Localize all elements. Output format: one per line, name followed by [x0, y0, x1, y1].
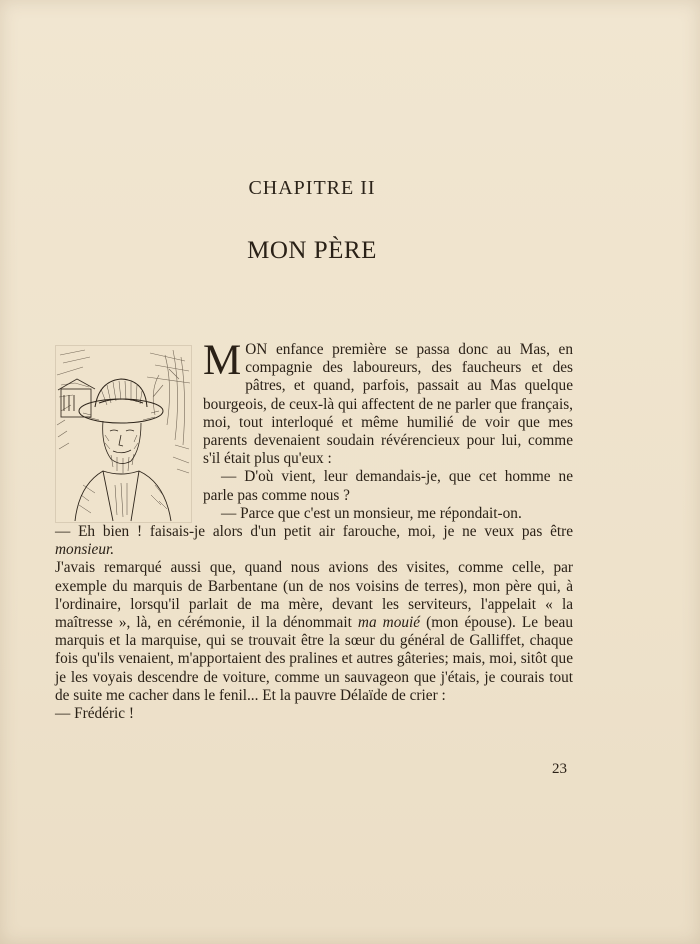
paragraph-retort — [55, 523, 573, 559]
body-text — [55, 337, 573, 723]
drop-cap: M — [203, 337, 242, 384]
paragraph-retort-text: — Eh bien ! faisais-je alors d'un petit air farouche, moi, je ne veux pas être — [55, 523, 573, 541]
paragraph-question: — D'où vient, leur demandais-je, que cet homme ne parle pas comme nous ? — [203, 468, 573, 504]
chapter-title: MON PÈRE — [247, 237, 377, 264]
paragraph-retort-italic: monsieur. — [55, 541, 115, 559]
wrapped-paragraphs — [203, 337, 573, 523]
paragraph-opening-text: ON enfance première se passa donc au Mas, en compagnie des laboureurs, des faucheurs et des pâtres, et quand, parfois, passait au Mas quelque bourgeois, de ceux-là qui affectent de ne parler que français, moi, tout interloqué et même humilié de voir que mes parents devenaient soudain révérencieux pour lui, comme s'il était plus qu'eux : — [203, 341, 573, 468]
paragraph-visits — [55, 559, 573, 705]
paragraph-visits-italic: ma mouié — [357, 614, 421, 632]
paragraph-visits-start: J'avais remarqué aussi que, quand nous avions des visites, comme celle, par exemple du marquis de Barbentane (un de nos voisins de terres), mon père qui, à l'ordinaire, lorsqu'il parlait de ma mère, devant les serviteurs, l'appelait « la maîtresse », là, en cérémonie, il la dénommait — [55, 559, 573, 632]
paragraph-answer: — Parce que c'est un monsieur, me répondait-on. — [221, 504, 522, 522]
paragraph-exclamation: — Frédéric ! — [55, 705, 135, 723]
page-number: 23 — [552, 761, 567, 777]
chapter-label: CHAPITRE II — [248, 177, 376, 199]
paragraph-visits-end: (mon épouse). Le beau marquis et la marquise, qui se trouvait être la sœur du général de Galliffet, chaque fois qu'ils venaient, m'apportaient des pralines et autres gâteries; mais, moi, sitôt que je les voyais descendre de voiture, comme un sauvageon que j'étais, je courais tout de suite me cacher dans le fenil... Et la pauvre Délaïde de crier : — [55, 614, 573, 704]
paragraph-opening — [203, 337, 573, 468]
